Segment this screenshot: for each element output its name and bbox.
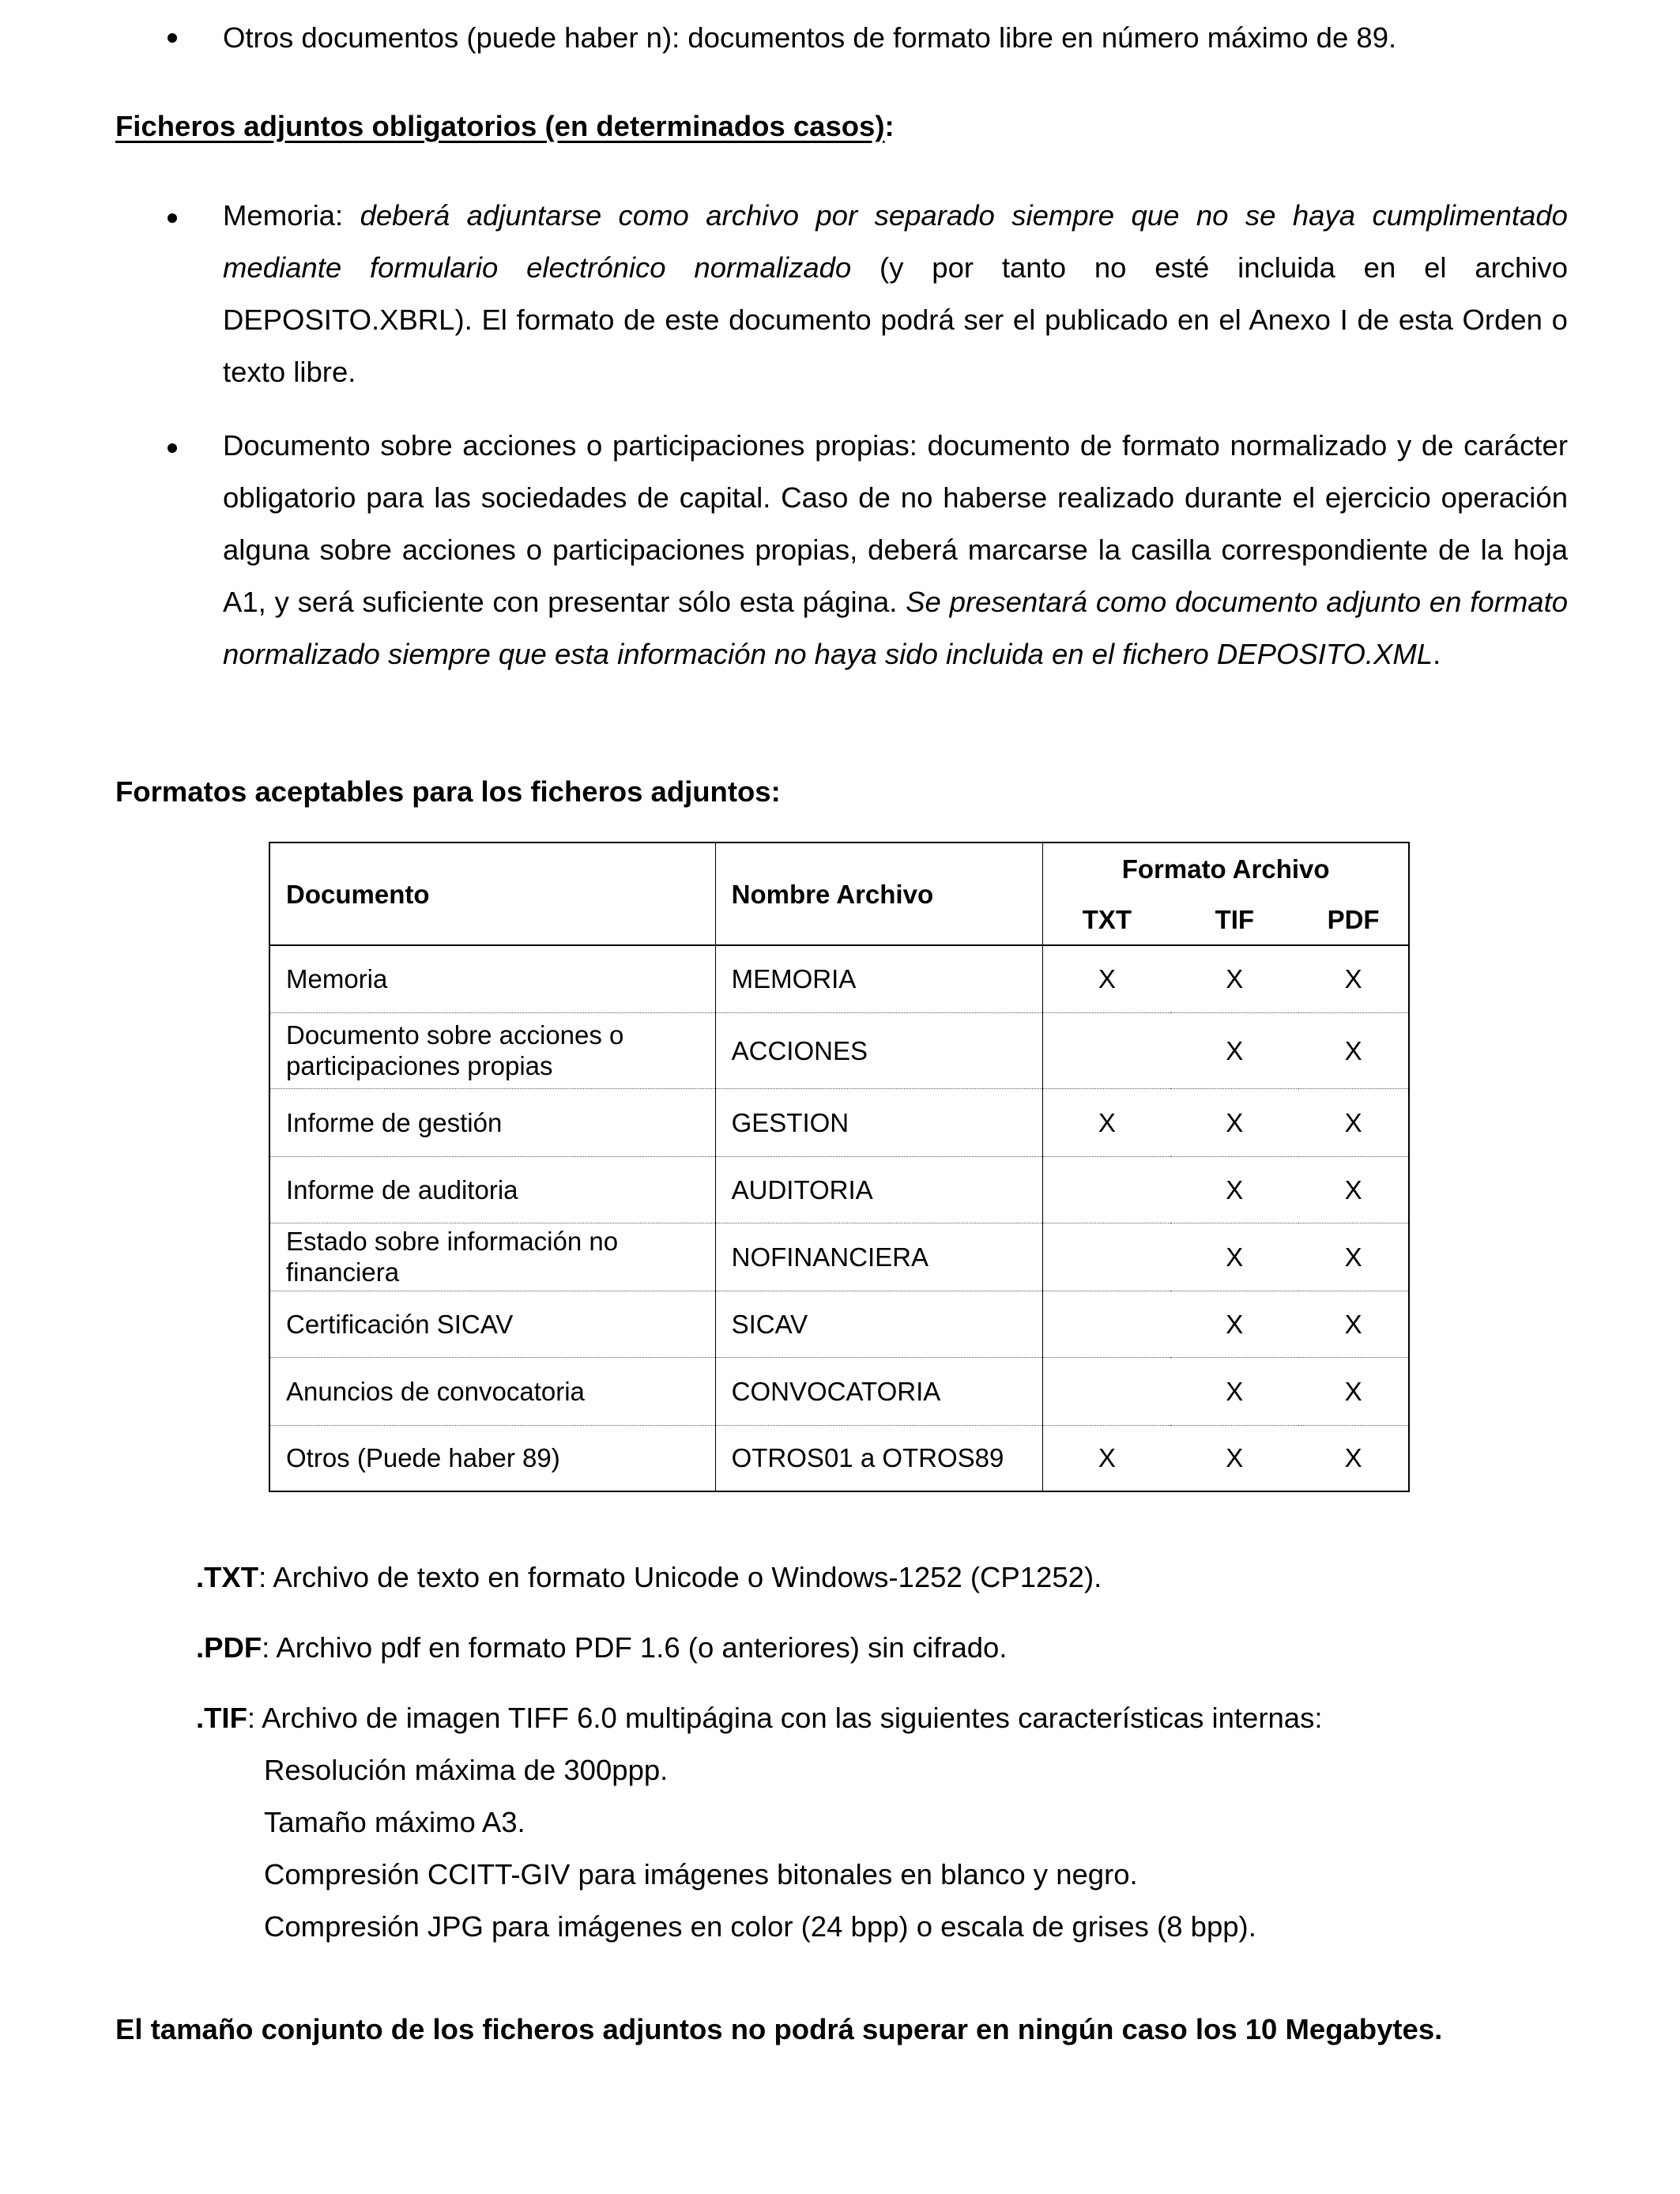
cell-nombre: SICAV (715, 1291, 1043, 1357)
formats-table (269, 842, 1410, 1492)
cell-tif: X (1170, 1156, 1298, 1223)
memoria-italic: deberá adjuntarse como archivo por separado siempre que no se haya cumplimentado mediante formulario electrónico normalizado (223, 199, 1568, 284)
final-size-note: El tamaño conjunto de los ficheros adjuntos no podrá superar en ningún caso los 10 Megabytes. (115, 2013, 1443, 2045)
acciones-end: . (1433, 638, 1441, 670)
cell-pdf: X (1298, 1223, 1409, 1291)
note-tif-label: .TIF (196, 1702, 247, 1734)
cell-txt: X (1043, 1425, 1171, 1491)
acciones-italic: Se presentará como documento adjunto en formato normalizado siempre que esta información no haya sido incluida en el fichero DEPOSITO.XML (223, 586, 1569, 670)
cell-pdf: X (1298, 1156, 1409, 1223)
cell-documento: Documento sobre acciones o participaciones propias (269, 1012, 715, 1088)
note-pdf-label: .PDF (196, 1631, 262, 1664)
cell-tif: X (1170, 1425, 1298, 1491)
note-tif (196, 1701, 1323, 1736)
cell-nombre: ACCIONES (715, 1012, 1043, 1088)
cell-nombre: AUDITORIA (715, 1156, 1043, 1223)
table-header-row-top (269, 843, 1409, 895)
cell-txt (1043, 1223, 1171, 1291)
cell-txt (1043, 1156, 1171, 1223)
cell-documento: Certificación SICAV (269, 1291, 715, 1357)
formats-heading: Formatos aceptables para los ficheros adjuntos: (115, 775, 781, 808)
header-txt: TXT (1043, 895, 1171, 945)
table-row (269, 945, 1409, 1012)
memoria-lead: Memoria: (223, 199, 360, 232)
note-txt-text: : Archivo de texto en formato Unicode o Windows-1252 (CP1252). (258, 1561, 1102, 1593)
table-row (269, 1425, 1409, 1491)
note-pdf (196, 1630, 1008, 1665)
tif-detail-color: Compresión JPG para imágenes en color (24 bpp) o escala de grises (8 bpp). (264, 1910, 1256, 1943)
cell-txt (1043, 1357, 1171, 1425)
cell-tif: X (1170, 1291, 1298, 1357)
mandatory-heading-underlined: Ficheros adjuntos obligatorios (en determinados casos) (115, 110, 885, 142)
note-txt (196, 1560, 1102, 1595)
cell-tif: X (1170, 1223, 1298, 1291)
note-pdf-text: : Archivo pdf en formato PDF 1.6 (o anteriores) sin cifrado. (262, 1631, 1008, 1664)
bullet-dot (168, 443, 177, 453)
cell-documento: Anuncios de convocatoria (269, 1357, 715, 1425)
table-row (269, 1156, 1409, 1223)
bullet-text: Otros documentos (puede haber n): documentos de formato libre en número máximo de 89. (223, 21, 1397, 54)
bullet-text (223, 420, 1568, 680)
table-row (269, 1012, 1409, 1088)
cell-txt (1043, 1291, 1171, 1357)
tif-detail-bitonal: Compresión CCITT-GIV para imágenes bitonales en blanco y negro. (264, 1858, 1138, 1891)
cell-nombre: MEMORIA (715, 945, 1043, 1012)
header-formato-archivo: Formato Archivo (1043, 843, 1409, 895)
header-nombre-archivo: Nombre Archivo (715, 843, 1043, 945)
table-row (269, 1291, 1409, 1357)
cell-nombre: GESTION (715, 1088, 1043, 1156)
header-tif: TIF (1170, 895, 1298, 945)
header-pdf: PDF (1298, 895, 1409, 945)
cell-pdf: X (1298, 1012, 1409, 1088)
cell-txt (1043, 1012, 1171, 1088)
cell-documento: Estado sobre información no financiera (269, 1223, 715, 1291)
bullet-dot (168, 33, 177, 43)
cell-txt: X (1043, 945, 1171, 1012)
cell-nombre: CONVOCATORIA (715, 1357, 1043, 1425)
table-row (269, 1223, 1409, 1291)
cell-documento: Informe de auditoria (269, 1156, 715, 1223)
cell-pdf: X (1298, 1088, 1409, 1156)
cell-documento: Otros (Puede haber 89) (269, 1425, 715, 1491)
table-row (269, 1088, 1409, 1156)
note-tif-text: : Archivo de imagen TIFF 6.0 multipágina con las siguientes características internas: (247, 1702, 1323, 1734)
memoria-rest: (y por tanto no esté incluida en el archivo DEPOSITO.XBRL). El formato de este documento podrá ser el publicado en el Anexo I de esta Orden o texto libre. (223, 251, 1568, 388)
mandatory-heading-suffix: : (884, 110, 895, 142)
cell-pdf: X (1298, 1357, 1409, 1425)
cell-tif: X (1170, 1088, 1298, 1156)
tif-detail-size: Tamaño máximo A3. (264, 1806, 525, 1838)
tif-detail-resolution: Resolución máxima de 300ppp. (264, 1754, 669, 1786)
cell-documento: Memoria (269, 945, 715, 1012)
acciones-plain: Documento sobre acciones o participaciones propias: documento de formato normalizado y de carácter obligatorio para las sociedades de capital. Caso de no haberse realizado durante el ejercicio operación alguna sobre acciones o participaciones propias, deberá marcarse la casilla correspondiente de la hoja A1, y será suficiente con presentar sólo esta página. (223, 429, 1568, 618)
cell-tif: X (1170, 945, 1298, 1012)
table-row (269, 1357, 1409, 1425)
cell-nombre: NOFINANCIERA (715, 1223, 1043, 1291)
note-txt-label: .TXT (196, 1561, 259, 1593)
cell-nombre: OTROS01 a OTROS89 (715, 1425, 1043, 1491)
mandatory-attachments-heading (115, 109, 895, 144)
cell-tif: X (1170, 1012, 1298, 1088)
header-documento: Documento (269, 843, 715, 945)
cell-pdf: X (1298, 1291, 1409, 1357)
cell-tif: X (1170, 1357, 1298, 1425)
bullet-dot (168, 213, 177, 223)
cell-pdf: X (1298, 945, 1409, 1012)
bullet-text (223, 190, 1568, 398)
cell-documento: Informe de gestión (269, 1088, 715, 1156)
cell-txt: X (1043, 1088, 1171, 1156)
cell-pdf: X (1298, 1425, 1409, 1491)
